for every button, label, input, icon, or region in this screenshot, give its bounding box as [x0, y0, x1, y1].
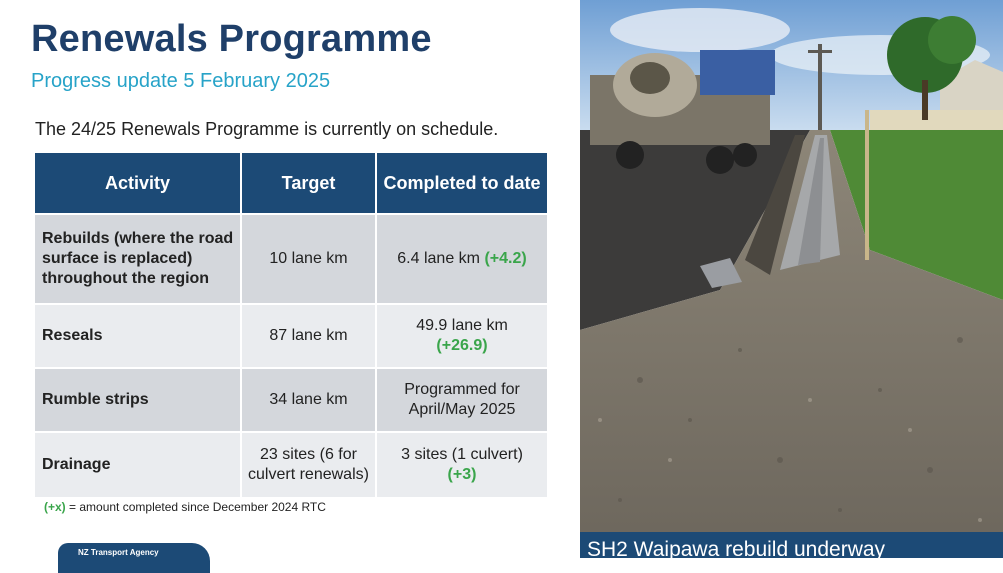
photo-caption-bar: [580, 532, 1003, 561]
column-header-activity: Activity: [34, 152, 241, 214]
activity-cell: Drainage: [34, 432, 241, 498]
renewals-table: [33, 151, 549, 499]
completed-value: Programmed for April/May 2025: [404, 381, 520, 418]
footnote: [44, 500, 326, 514]
completed-cell: [376, 432, 548, 498]
road-rebuild-photo: [580, 0, 1003, 558]
increase-value: (+26.9): [436, 337, 488, 354]
column-header-target: Target: [241, 152, 376, 214]
table-row: [34, 214, 548, 304]
completed-cell: [376, 214, 548, 304]
completed-value: 3 sites (1 culvert): [401, 446, 523, 463]
column-header-completed: Completed to date: [376, 152, 548, 214]
table-row: [34, 304, 548, 368]
page-title: Renewals Programme: [31, 18, 432, 60]
brand-label: NZ Transport Agency: [78, 548, 159, 557]
table-row: [34, 368, 548, 432]
target-cell: 10 lane km: [241, 214, 376, 304]
increase-value: (+4.2): [484, 250, 527, 267]
page-subtitle: Progress update 5 February 2025: [31, 70, 331, 92]
completed-cell: [376, 368, 548, 432]
target-cell: 87 lane km: [241, 304, 376, 368]
photo-caption: SH2 Waipawa rebuild underway: [587, 538, 886, 561]
target-cell: 23 sites (6 for culvert renewals): [241, 432, 376, 498]
activity-cell: Rumble strips: [34, 368, 241, 432]
brand-tab: [58, 543, 210, 573]
intro-text: The 24/25 Renewals Programme is currently on schedule.: [35, 119, 499, 139]
target-cell: 34 lane km: [241, 368, 376, 432]
table-row: [34, 432, 548, 498]
footnote-key: (+x): [44, 500, 66, 514]
completed-value: 6.4 lane km: [397, 250, 480, 267]
activity-cell: Rebuilds (where the road surface is replaced) throughout the region: [34, 214, 241, 304]
table-header-row: [34, 152, 548, 214]
activity-cell: Reseals: [34, 304, 241, 368]
completed-cell: [376, 304, 548, 368]
footnote-text: = amount completed since December 2024 RTC: [65, 500, 326, 514]
increase-value: (+3): [447, 466, 477, 483]
completed-value: 49.9 lane km: [416, 317, 508, 334]
